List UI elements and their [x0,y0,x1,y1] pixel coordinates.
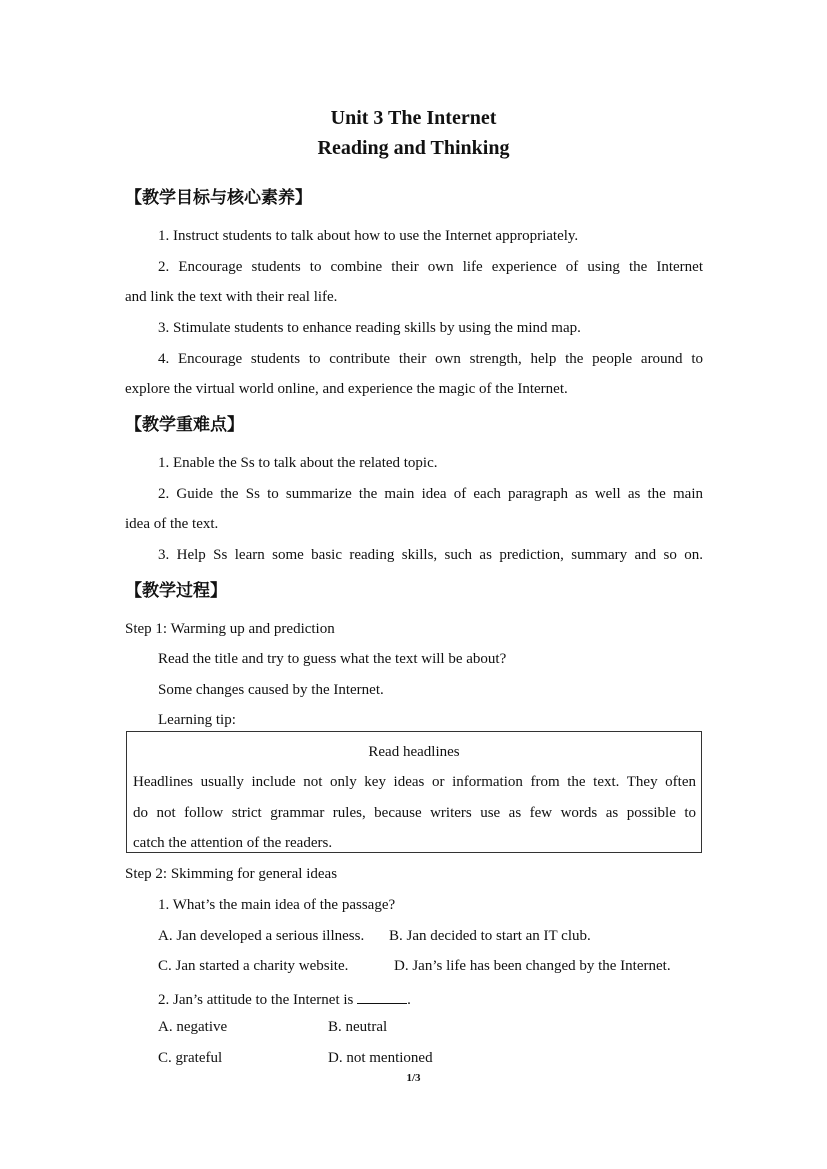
process-heading: 【教学过程】 [125,581,227,601]
objective-2-line2: and link the text with their real life. [125,289,338,305]
objectives-heading: 【教学目标与核心素养】 [125,188,312,208]
page-title: Unit 3 The Internet [330,107,497,129]
answer-blank [357,989,407,1004]
step1-answer: Some changes caused by the Internet. [158,682,384,698]
tip-box-heading: Read headlines [368,744,460,760]
learning-tip-label: Learning tip: [158,712,236,728]
objective-1: 1. Instruct students to talk about how to use the Internet appropriately. [158,228,579,244]
page-number: 1/3 [406,1072,421,1084]
q2-option-d: D. not mentioned [328,1050,433,1066]
objective-2-line1: 2. Encourage students to combine their own life experience of using the Internet [158,259,703,275]
q1-option-c: C. Jan started a charity website. [158,958,349,974]
q2-option-a: A. negative [158,1019,228,1035]
q1-option-b: B. Jan decided to start an IT club. [389,928,591,944]
objective-3: 3. Stimulate students to enhance reading skills by using the mind map. [158,320,581,336]
q2-option-b: B. neutral [328,1019,388,1035]
key-point-3: 3. Help Ss learn some basic reading skills, such as prediction, summary and so on. [158,547,703,563]
q1-option-a: A. Jan developed a serious illness. [158,928,365,944]
key-point-2-line1: 2. Guide the Ss to summarize the main idea of each paragraph as well as the main [158,486,703,502]
tip-box-line2: do not follow strict grammar rules, because writers use as few words as possible to [133,805,696,821]
objective-4-line1: 4. Encourage students to contribute their own strength, help the people around to [158,351,703,367]
q2-option-c: C. grateful [158,1050,223,1066]
key-point-2-line2: idea of the text. [125,516,219,532]
key-point-1: 1. Enable the Ss to talk about the related topic. [158,455,438,471]
page-subtitle: Reading and Thinking [317,137,510,159]
question-2-text: 2. Jan’s attitude to the Internet is [158,992,354,1008]
objective-4-line2: explore the virtual world online, and experience the magic of the Internet. [125,381,568,397]
question-2: 2. Jan’s attitude to the Internet is . [158,989,411,1009]
tip-box-line3: catch the attention of the readers. [133,835,333,851]
tip-box-line1: Headlines usually include not only key ideas or information from the text. They often [133,774,696,790]
question-1: 1. What’s the main idea of the passage? [158,897,396,913]
step2-title: Step 2: Skimming for general ideas [125,866,338,882]
step1-title: Step 1: Warming up and prediction [125,621,335,637]
key-points-heading: 【教学重难点】 [125,415,244,435]
step1-question: Read the title and try to guess what the text will be about? [158,651,507,667]
q1-option-d: D. Jan’s life has been changed by the Internet. [394,958,671,974]
